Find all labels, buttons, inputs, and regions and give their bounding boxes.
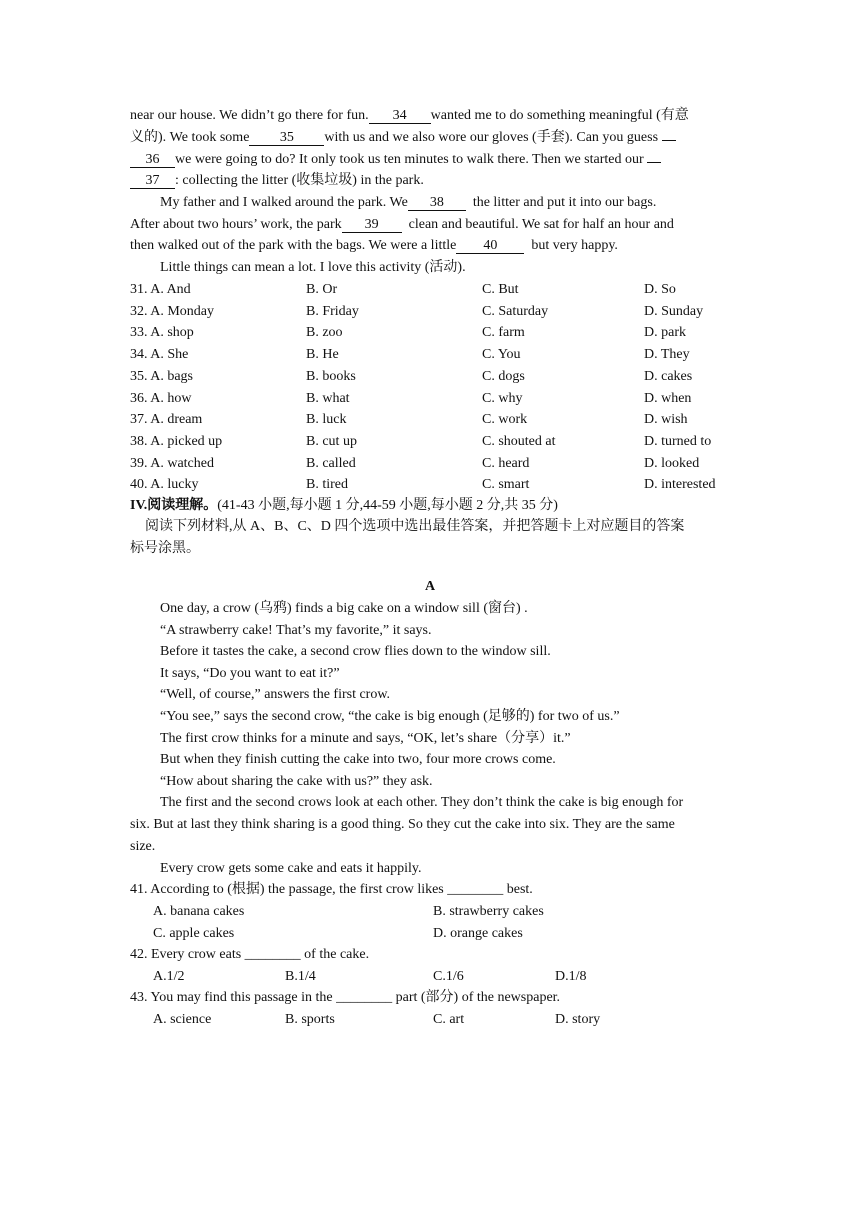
q41-option-a: A. banana cakes (153, 904, 245, 919)
passage-a-line: “Well, of course,” answers the first crow. (160, 687, 391, 703)
q43-option-c: C. art (433, 1012, 465, 1027)
question-43-stem: 43. You may find this passage in the ________ part (部分) of the newspaper. (130, 990, 561, 1005)
cloze-q39-option-a: 39. A. watched (130, 455, 214, 471)
question-41-stem: 41. According to (根据) the passage, the first crow likes ________ best. (130, 882, 533, 897)
passage-a-line: “A strawberry cake! That’s my favorite,” it says. (160, 622, 432, 638)
cloze-q34-option-d: D. They (644, 347, 690, 363)
q43-option-a: A. science (153, 1012, 212, 1027)
q43-option-b: B. sports (285, 1012, 335, 1027)
cloze-line-3 (130, 151, 740, 169)
q41-option-c: C. apple cakes (153, 926, 235, 941)
passage-a-line: Before it tastes the cake, a second crow flies down to the window sill. (160, 644, 551, 660)
cloze-q40-option-c: C. smart (482, 477, 530, 493)
passage-a-line: It says, “Do you want to eat it?” (160, 665, 340, 681)
cloze-q34-option-b: B. He (306, 347, 339, 363)
cloze-text: the litter and put it into our bags. (472, 195, 657, 210)
cloze-blank-tail (647, 162, 661, 163)
cloze-line-8: Little things can mean a lot. I love this activity (活动). (160, 260, 466, 275)
passage-a-line: size. (130, 839, 156, 854)
cloze-text: 义的). We took some (130, 130, 250, 145)
cloze-q37-option-b: B. luck (306, 412, 347, 428)
cloze-q32-option-a: 32. A. Monday (130, 303, 214, 319)
cloze-q33-option-b: B. zoo (306, 325, 343, 341)
passage-a-line: The first and the second crows look at each other. They don’t think the cake is big enough for (160, 795, 684, 810)
cloze-text: After about two hours’ work, the park (130, 217, 342, 232)
cloze-q40-option-a: 40. A. lucky (130, 477, 199, 493)
question-42-stem: 42. Every crow eats ________ of the cake. (130, 947, 370, 962)
q43-option-d: D. story (555, 1012, 601, 1027)
cloze-q38-option-a: 38. A. picked up (130, 433, 223, 449)
cloze-q33-option-c: C. farm (482, 325, 525, 341)
q41-option-b: B. strawberry cakes (433, 904, 544, 919)
cloze-q37-option-d: D. wish (644, 412, 688, 428)
cloze-blank-36: 36 (130, 152, 175, 168)
cloze-q32-option-b: B. Friday (306, 303, 359, 319)
cloze-q35-option-a: 35. A. bags (130, 368, 193, 384)
cloze-text: My father and I walked around the park. We (160, 195, 408, 210)
cloze-q39-option-b: B. called (306, 455, 356, 471)
cloze-q36-option-a: 36. A. how (130, 390, 192, 406)
cloze-text: wanted me to do something meaningful (有意 (430, 108, 689, 123)
q41-option-d: D. orange cakes (433, 926, 523, 941)
cloze-text: : collecting the litter (收集垃圾) in the park. (175, 173, 424, 188)
cloze-q36-option-c: C. why (482, 390, 523, 406)
cloze-text: clean and beautiful. We sat for half an hour and (408, 217, 674, 232)
cloze-blank-tail (662, 140, 676, 141)
cloze-blank-40: 40 (456, 238, 524, 254)
cloze-blank-37: 37 (130, 173, 175, 189)
passage-a-title: A (424, 579, 436, 594)
section-title: IV.阅读理解。 (130, 498, 218, 513)
section-heading (130, 497, 740, 515)
section-instruction-2: 标号涂黑。 (130, 541, 200, 556)
section-instruction-1: 阅读下列材料,从 A、B、C、D 四个选项中选出最佳答案，并把答题卡上对应题目的答案 (145, 519, 685, 534)
cloze-q33-option-a: 33. A. shop (130, 325, 194, 341)
section-note: (41-43 小题,每小题 1 分,44-59 小题,每小题 2 分,共 35 分) (217, 498, 558, 513)
cloze-q38-option-d: D. turned to (644, 433, 712, 449)
passage-a-line: But when they finish cutting the cake into two, four more crows come. (160, 752, 556, 768)
cloze-q37-option-c: C. work (482, 412, 528, 428)
cloze-text: then walked out of the park with the bags. We were a little (130, 238, 457, 253)
passage-a-line: six. But at last they think sharing is a good thing. So they cut the cake into six. They are the same (130, 817, 675, 832)
cloze-q31-option-a: 31. A. And (130, 282, 191, 297)
cloze-blank-35: 35 (249, 130, 324, 146)
cloze-q39-option-d: D. looked (644, 455, 700, 471)
q42-option-d: D.1/8 (555, 969, 587, 984)
cloze-q38-option-c: C. shouted at (482, 433, 556, 449)
cloze-line-4 (130, 172, 740, 190)
q42-option-a: A.1/2 (153, 969, 185, 984)
cloze-blank-39: 39 (342, 217, 402, 233)
cloze-blank-34: 34 (369, 108, 431, 124)
cloze-q40-option-b: B. tired (306, 477, 348, 493)
cloze-q31-option-d: D. So (644, 282, 676, 297)
q42-option-b: B.1/4 (285, 969, 316, 984)
cloze-line-1 (130, 107, 740, 125)
cloze-q31-option-b: B. Or (306, 282, 338, 297)
passage-a-line: Every crow gets some cake and eats it happily. (160, 861, 422, 876)
cloze-q35-option-c: C. dogs (482, 368, 525, 384)
cloze-q37-option-a: 37. A. dream (130, 412, 203, 428)
cloze-q36-option-d: D. when (644, 390, 692, 406)
cloze-text: but very happy. (531, 238, 618, 253)
cloze-blank-38: 38 (408, 195, 466, 211)
passage-a-line: “How about sharing the cake with us?” they ask. (160, 773, 433, 789)
cloze-q35-option-b: B. books (306, 368, 356, 384)
cloze-text: with us and we also wore our gloves (手套). Can you guess (324, 130, 659, 145)
cloze-q34-option-c: C. You (482, 347, 521, 363)
cloze-line-2 (130, 129, 740, 147)
cloze-line-6 (130, 216, 740, 234)
cloze-q34-option-a: 34. A. She (130, 347, 189, 363)
passage-a-line: One day, a crow (乌鸦) finds a big cake on a window sill (窗台) . (160, 601, 528, 616)
cloze-q33-option-d: D. park (644, 325, 686, 341)
cloze-text: near our house. We didn’t go there for fun. (130, 108, 369, 123)
q42-option-c: C.1/6 (433, 969, 464, 984)
cloze-q35-option-d: D. cakes (644, 368, 693, 384)
cloze-q40-option-d: D. interested (644, 477, 716, 493)
cloze-text: we were going to do? It only took us ten minutes to walk there. Then we started our (175, 152, 644, 167)
cloze-q32-option-d: D. Sunday (644, 303, 704, 319)
cloze-q36-option-b: B. what (306, 390, 350, 406)
cloze-line-5 (160, 194, 770, 212)
cloze-q38-option-b: B. cut up (306, 433, 357, 449)
passage-a-line: “You see,” says the second crow, “the cake is big enough (足够的) for two of us.” (160, 709, 620, 724)
cloze-q39-option-c: C. heard (482, 455, 530, 471)
cloze-line-7 (130, 237, 740, 255)
cloze-q31-option-c: C. But (482, 282, 519, 297)
passage-a-line: The first crow thinks for a minute and says, “OK, let’s share（分享）it.” (160, 730, 571, 746)
cloze-q32-option-c: C. Saturday (482, 303, 549, 319)
